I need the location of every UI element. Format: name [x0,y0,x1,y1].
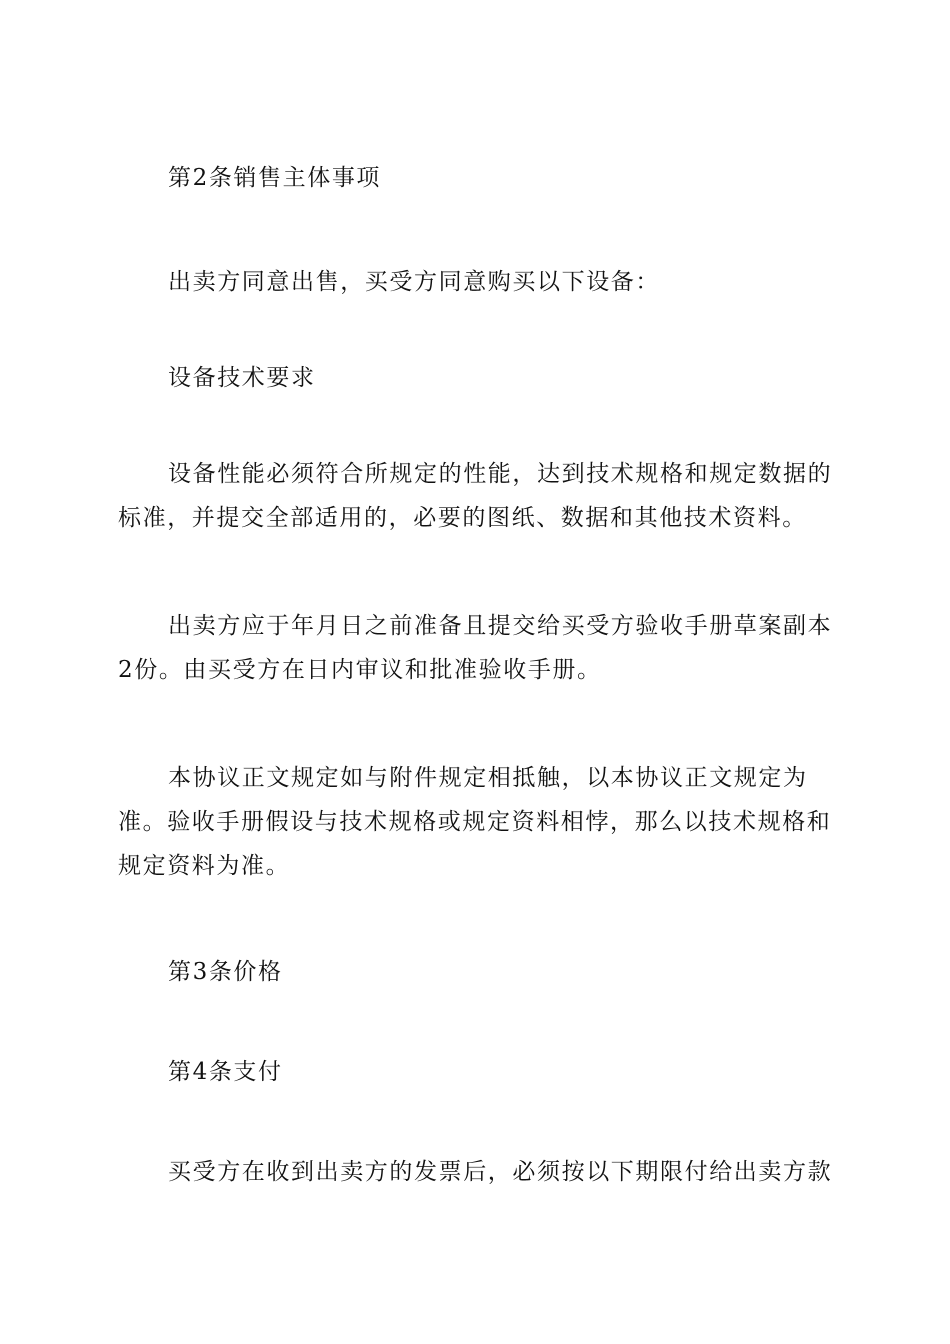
subheading-equipment-requirements: 设备技术要求 [168,365,316,391]
paragraph-sale-agreement: 出卖方同意出售，买受方同意购买以下设备： [168,269,660,295]
paragraph-payment: 买受方在收到出卖方的发票后，必须按以下期限付给出卖方款 [168,1159,833,1185]
paragraph-acceptance-manual: 出卖方应于年月日之前准备且提交给买受方验收手册草案副本2份。由买受方在日内审议和批准验收手册。 [118,613,833,683]
heading-article-4: 第4条支付 [168,1059,283,1085]
paragraph-performance: 设备性能必须符合所规定的性能，达到技术规格和规定数据的标准，并提交全部适用的，必要的图纸、数据和其他技术资料。 [118,461,833,531]
heading-article-3: 第3条价格 [168,959,283,985]
paragraph-precedence: 本协议正文规定如与附件规定相抵触，以本协议正文规定为准。验收手册假设与技术规格或规定资料相悖，那么以技术规格和规定资料为准。 [118,765,832,879]
heading-article-2: 第2条销售主体事项 [168,165,382,191]
